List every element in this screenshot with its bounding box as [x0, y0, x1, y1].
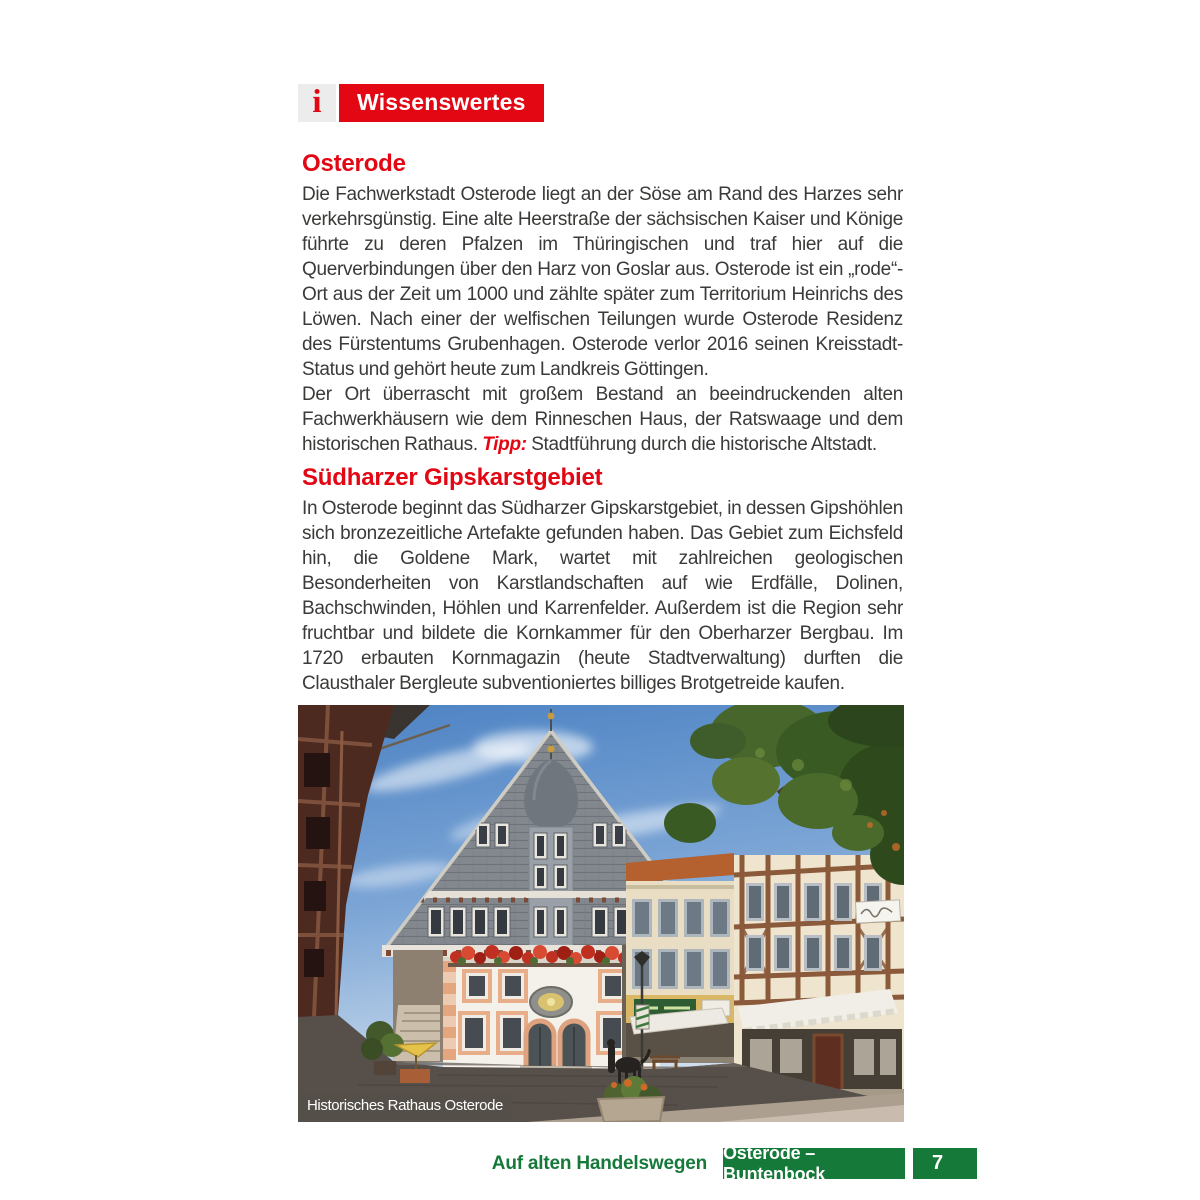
paragraph: Die Fachwerkstadt Osterode liegt an der Söse am Rand des Harzes sehr verkehrsgünstig. Eine alte Heerstraße der sächsischen Kaiser und Könige führte zu deren Pfalzen im Thüringischen und traf hier auf die Querverbindungen über den Harz von Goslar aus. Osterode ist ein „rode“-Ort aus der Zeit um 1000 und zählte später zum Territorium Heinrichs des Löwen. Nach einer der welfischen Teilungen wurde Osterode Residenz des Fürstentums Grubenhagen. Osterode verlor 2016 seinen Kreisstadt-Status und gehört heute zum Landkreis Göttingen.: [302, 184, 903, 380]
info-icon: i: [298, 84, 336, 122]
paragraph: In Osterode beginnt das Südharzer Gipskarstgebiet, in dessen Gipshöhlen sich bronzezeitliche Artefakte gefunden haben. Das Gebiet zum Eichsfeld hin, die Goldene Mark, wartet mit zahlreichen geologischen Besonderheiten von Karstlandschaften auf wie Erdfälle, Dolinen, Bachschwinden, Höhlen und Karrenfelder. Außerdem ist die Region sehr fruchtbar und bildete die Kornkammer für den Oberharzer Bergbau. Im 1720 erbauten Kornmagazin (heute Stadtverwaltung) durften die Clausthaler Bergleute subventioniertes billiges Brotgetreide kaufen.: [302, 498, 903, 694]
section-gipskarstgebiet: [302, 464, 903, 696]
footer-series-title: Auf alten Handelswegen: [491, 1153, 707, 1174]
info-badge-title: Wissenswertes: [339, 84, 544, 122]
section-heading: Südharzer Gipskarstgebiet: [302, 464, 603, 491]
tipp-label: Tipp:: [482, 434, 527, 455]
paragraph: [302, 382, 903, 457]
tipp-text: Stadtführung durch die historische Altstadt.: [531, 434, 877, 455]
footer-route-badge: Osterode – Buntenbock: [723, 1148, 905, 1179]
section-heading: Osterode: [302, 150, 406, 177]
photo-illustration: [298, 705, 904, 1122]
shop-sign: [856, 900, 901, 923]
photo-caption: Historisches Rathaus Osterode: [300, 1092, 512, 1120]
photo-historisches-rathaus: [298, 705, 904, 1122]
turret: [524, 745, 578, 949]
info-badge: [298, 84, 544, 122]
section-osterode: [302, 150, 903, 457]
paragraph-text: Der Ort überrascht mit großem Bestand an beeindruckenden alten Fachwerkhäusern wie dem Rinneschen Haus, der Ratswaage und dem historischen Rathaus.: [302, 384, 903, 455]
page-number-badge: 7: [913, 1148, 977, 1179]
